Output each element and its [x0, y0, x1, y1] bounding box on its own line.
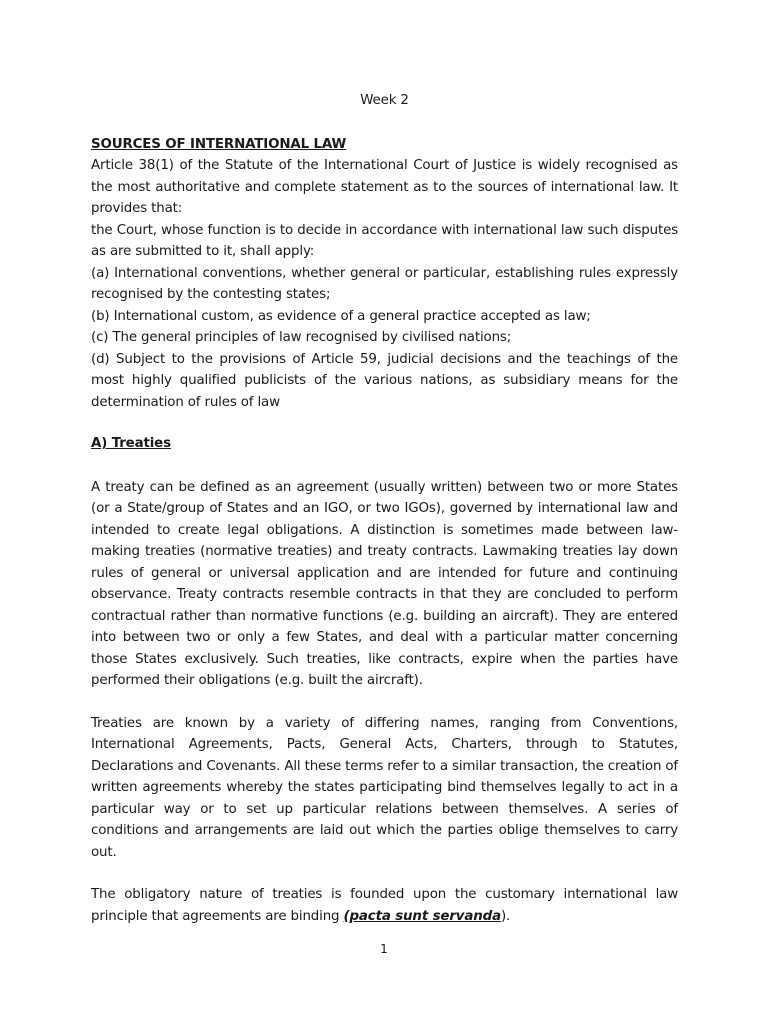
court-clause: the Court, whose function is to decide in accordance with international law such disputes as are submitted to it, shall apply:	[91, 222, 678, 259]
list-item-a: (a) International conventions, whether general or particular, establishing rules expressly recognised by the contesting states;	[91, 265, 678, 302]
intro-paragraph: Article 38(1) of the Statute of the International Court of Justice is widely recognised as the most authoritative and complete statement as to the sources of international law. It provides that:	[91, 158, 678, 216]
obligatory-nature-end: ).	[500, 908, 511, 924]
obligatory-nature-text: The obligatory nature of treaties is founded upon the customary international law principle that agreements are binding	[91, 887, 678, 924]
pacta-sunt-servanda-term: (pacta sunt servanda	[343, 908, 501, 924]
list-item-c: (c) The general principles of law recognised by civilised nations;	[91, 330, 512, 345]
obligatory-nature-paragraph	[91, 884, 678, 927]
treaty-definition-paragraph: A treaty can be defined as an agreement (usually written) between two or more States (or a State/group of States and an IGO, or two IGOs), governed by international law and intended to create legal obligations. A distinction is sometimes made between law-making treaties (normative treaties) and treaty contracts. Lawmaking treaties lay down rules of general or universal application and are intended for future and continuing observance. Treaty contracts resemble contracts in that they are concluded to perform contractual rather than normative functions (e.g. building an aircraft). They are entered into between two or only a few States, and deal with a particular matter concerning those States exclusively. Such treaties, like contracts, expire when the parties have performed their obligations (e.g. built the aircraft).	[91, 479, 678, 688]
list-item-b: (b) International custom, as evidence of a general practice accepted as law;	[91, 308, 591, 324]
treaty-names-paragraph: Treaties are known by a variety of differing names, ranging from Conventions, International Agreements, Pacts, General Acts, Charters, through to Statutes, Declarations and Covenants. All these terms refer to a similar transaction, the creation of written agreements whereby the states participating bind themselves legally to act in a particular way or to set up particular relations between themselves. A series of conditions and arrangements are laid out which the parties oblige themselves to carry out.	[91, 715, 678, 860]
page-number: 1	[380, 942, 388, 956]
section-heading: SOURCES OF INTERNATIONAL LAW	[91, 136, 347, 152]
document-body	[91, 90, 678, 948]
week-title: Week 2	[360, 93, 409, 108]
list-item-d: (d) Subject to the provisions of Article 59, judicial decisions and the teachings of the most highly qualified publicists of the various nations, as subsidiary means for the determination of rules of law	[91, 351, 678, 410]
treaties-subheading: A) Treaties	[91, 436, 171, 451]
